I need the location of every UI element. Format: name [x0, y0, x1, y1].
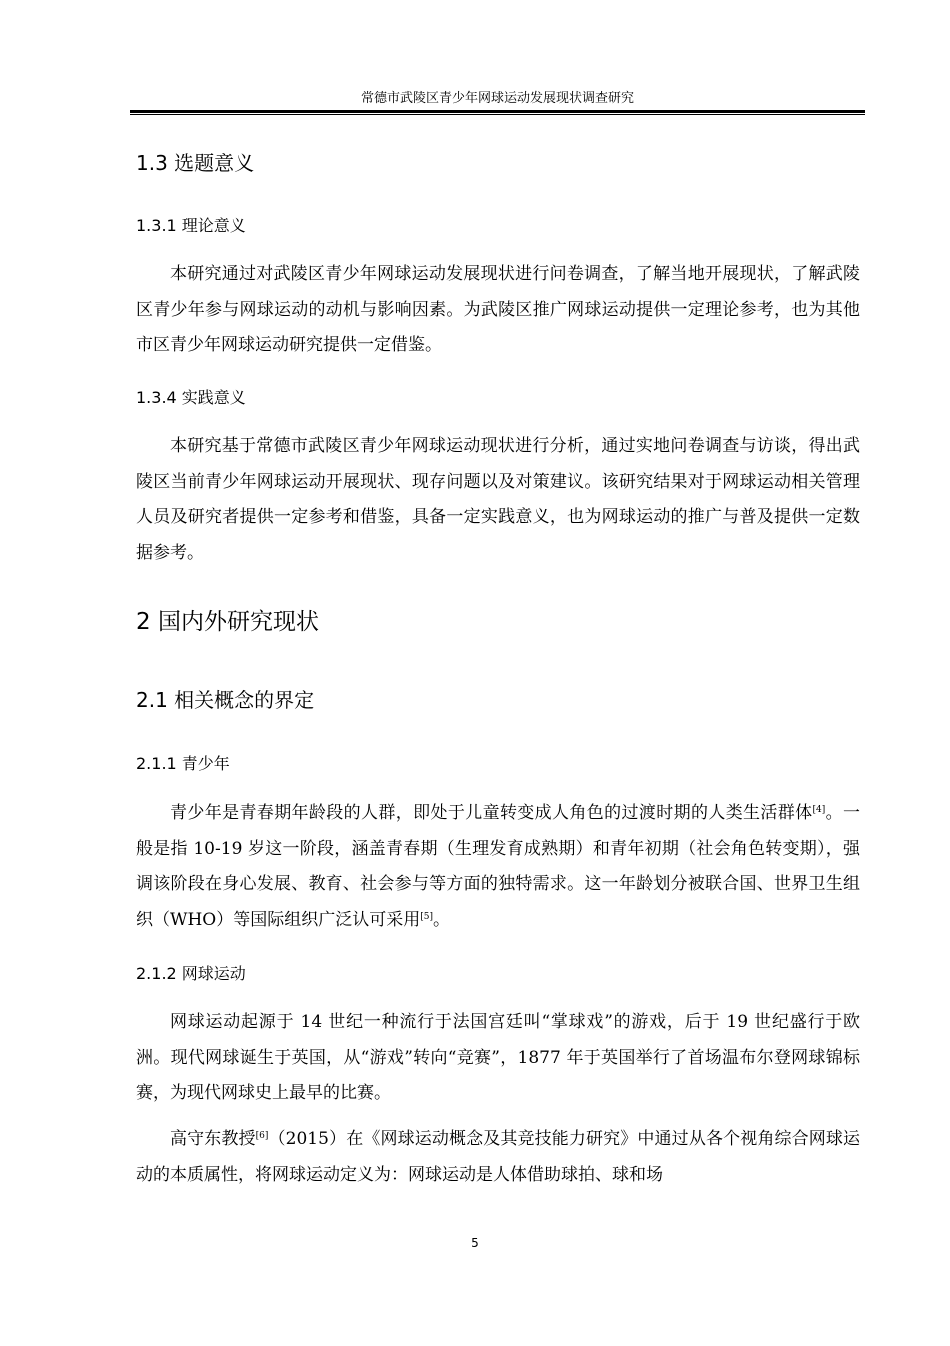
subsection-heading-1-3-4: 1.3.4 实践意义: [136, 388, 246, 407]
chapter-heading-2: 2 国内外研究现状: [136, 609, 319, 635]
citation-6: [6]: [255, 1131, 269, 1141]
paragraph-practice-significance: 本研究基于常德市武陵区青少年网球运动现状进行分析，通过实地问卷调查与访谈，得出武陵区当前青少年网球运动开展现状、现存问题以及对策建议。该研究结果对于网球运动相关管理人员及研究者提供一定参考和借鉴，具备一定实践意义，也为网球运动的推广与普及提供一定数据参考。: [136, 436, 860, 563]
citation-4: [4]: [812, 805, 826, 815]
tennis-def-text-a: 高守东教授: [170, 1129, 256, 1149]
subsection-heading-2-1-2: 2.1.2 网球运动: [136, 964, 246, 983]
section-heading-2-1: 2.1 相关概念的界定: [136, 688, 315, 712]
paragraph-tennis-definition: [136, 1122, 860, 1193]
subsection-heading-2-1-1: 2.1.1 青少年: [136, 754, 230, 773]
page-number: 5: [471, 1236, 479, 1250]
youth-text-a: 青少年是青春期年龄段的人群，即处于儿童转变成人角色的过渡时期的人类生活群体: [170, 803, 813, 823]
paragraph-tennis-origin: 网球运动起源于 14 世纪一种流行于法国宫廷叫“掌球戏”的游戏，后于 19 世纪盛行于欧洲。现代网球诞生于英国，从“游戏”转向“竞赛”，1877 年于英国举行了首场温布尔登网球锦标赛，为现代网球史上最早的比赛。: [136, 1012, 860, 1104]
paragraph-theory-significance: 本研究通过对武陵区青少年网球运动发展现状进行问卷调查，了解当地开展现状，了解武陵区青少年参与网球运动的动机与影响因素。为武陵区推广网球运动提供一定理论参考，也为其他市区青少年网球运动研究提供一定借鉴。: [136, 264, 860, 356]
youth-text-b: 。一般是指 10-19 岁这一阶段，涵盖青春期（生理发育成熟期）和青年初期（社会角色转变期），强调该阶段在身心发展、教育、社会参与等方面的独特需求。这一年龄划分被联合国、世界卫生组织（WHO）等国际组织广泛认可采用: [136, 803, 861, 930]
citation-5: [5]: [420, 911, 433, 922]
youth-text-c: 。: [433, 909, 450, 930]
subsection-heading-1-3-1: 1.3.1 理论意义: [136, 216, 246, 235]
running-header: 常德市武陵区青少年网球运动发展现状调查研究: [360, 91, 634, 106]
header-rule-thin: [130, 114, 865, 115]
tennis-def-text-b: （2015）在《网球运动概念及其竞技能力研究》中通过从各个视角综合网球运动的本质属性，将网球运动定义为：网球运动是人体借助球拍、球和场: [136, 1129, 860, 1185]
header-rule-thick: [130, 110, 865, 113]
paragraph-youth-definition: [136, 796, 860, 938]
section-heading-1-3: 1.3 选题意义: [136, 151, 255, 175]
